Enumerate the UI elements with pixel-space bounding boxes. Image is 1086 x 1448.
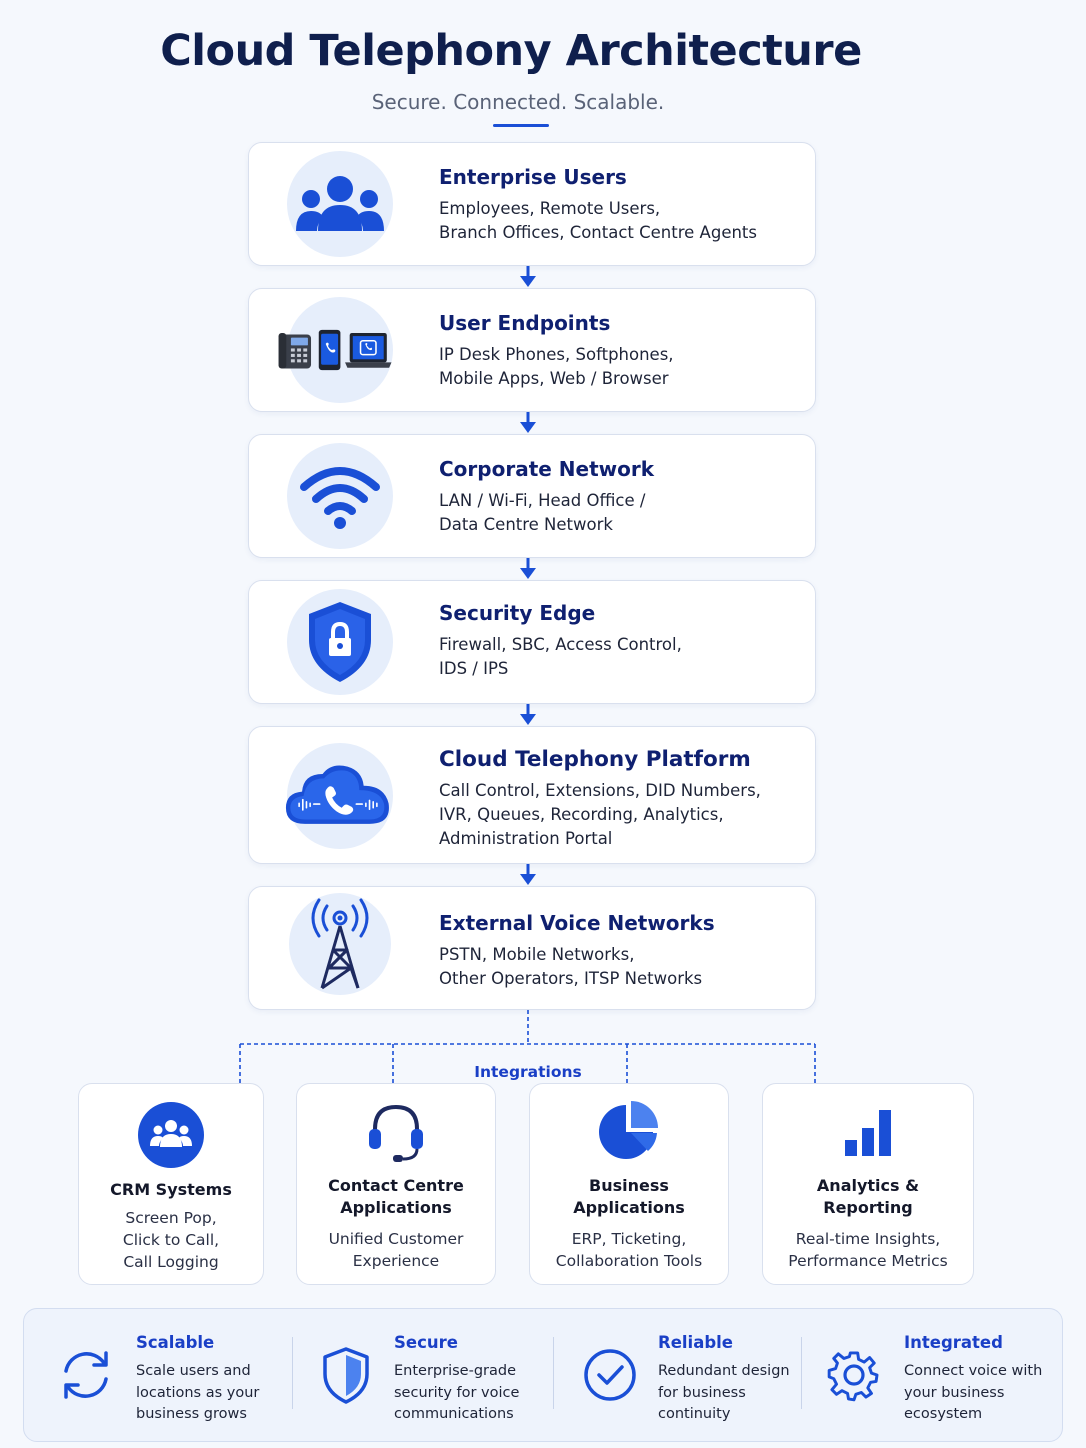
integration-desc-line: Collaboration Tools (555, 1252, 703, 1270)
shield-icon (314, 1343, 378, 1407)
integration-desc-line: ERP, Ticketing, (571, 1230, 687, 1248)
layer-desc-line: IDS / IPS (439, 659, 509, 678)
integration-title-line: Analytics & (816, 1176, 920, 1195)
layer-desc-line: Firewall, SBC, Access Control, (439, 635, 682, 654)
layer-desc-line: LAN / Wi-Fi, Head Office / (439, 491, 646, 510)
layer-cloud-telephony-platform (248, 726, 816, 864)
layer-title: User Endpoints (439, 311, 611, 335)
benefit-title: Scalable (136, 1333, 215, 1352)
integration-card-contact-centre (296, 1083, 496, 1285)
check-circle-icon (578, 1343, 642, 1407)
integration-card-analytics-reporting (762, 1083, 974, 1285)
integration-title-line: Applications (340, 1198, 452, 1217)
benefit-desc-line: Connect voice with (904, 1363, 1043, 1379)
layer-title: External Voice Networks (439, 911, 715, 935)
benefit-title: Integrated (904, 1333, 1003, 1352)
layer-title: Security Edge (439, 601, 596, 625)
benefit-title: Secure (394, 1333, 458, 1352)
layer-desc (439, 943, 799, 991)
benefit-desc-line: Enterprise-grade (394, 1363, 516, 1379)
integration-desc (305, 1228, 487, 1272)
benefit-separator (292, 1337, 293, 1409)
integration-desc-line: Performance Metrics (788, 1252, 948, 1270)
benefit-desc (136, 1361, 276, 1426)
arrow-down-icon (519, 266, 537, 288)
layer-enterprise-users (248, 142, 816, 266)
benefit-desc-line: ecosystem (904, 1406, 983, 1422)
benefit-desc-line: business grows (136, 1406, 247, 1422)
integration-desc-line: Call Logging (123, 1253, 219, 1271)
integration-title-line: Contact Centre (328, 1176, 464, 1195)
integration-desc-line: Click to Call, (122, 1231, 220, 1249)
shield-lock-icon (287, 589, 393, 695)
layer-desc (439, 779, 809, 851)
layer-corporate-network (248, 434, 816, 558)
cloud-phone-icon (287, 743, 393, 849)
title-underline (493, 124, 549, 127)
layer-user-endpoints (248, 288, 816, 412)
benefit-title: Reliable (658, 1333, 733, 1352)
tower-icon (289, 893, 391, 995)
layer-desc-line: Other Operators, ITSP Networks (439, 969, 703, 988)
wifi-icon (287, 443, 393, 549)
layer-desc-line: IVR, Queues, Recording, Analytics, (439, 805, 724, 824)
layer-desc-line: IP Desk Phones, Softphones, (439, 345, 674, 364)
integration-title-line: Business (589, 1176, 669, 1195)
benefit-desc-line: security for voice (394, 1384, 520, 1401)
layer-desc (439, 489, 799, 537)
benefit-secure (294, 1309, 554, 1439)
integration-title-line: Applications (573, 1198, 685, 1217)
integration-desc-line: Experience (352, 1252, 440, 1270)
benefits-bar (23, 1308, 1063, 1442)
layer-desc (439, 343, 799, 391)
layer-title: Enterprise Users (439, 165, 627, 189)
integration-desc-line: Unified Customer (328, 1230, 464, 1248)
benefit-desc-line: for business (658, 1384, 746, 1401)
page-title: Cloud Telephony Architecture (160, 26, 862, 76)
layer-desc-line: Mobile Apps, Web / Browser (439, 369, 669, 388)
arrow-down-icon (519, 864, 537, 886)
benefit-scalable (24, 1309, 294, 1439)
benefit-integrated (802, 1309, 1060, 1439)
integration-title-line: CRM Systems (110, 1180, 232, 1199)
layer-desc (439, 633, 799, 681)
arrow-down-icon (519, 412, 537, 434)
arrow-down-icon (519, 558, 537, 580)
users-icon (287, 151, 393, 257)
layer-desc-line: Data Centre Network (439, 515, 613, 534)
headset-icon (297, 1099, 495, 1165)
devices-icon (287, 297, 393, 403)
page-subtitle: Secure. Connected. Scalable. (371, 90, 665, 114)
benefit-desc-line: Redundant design (658, 1363, 790, 1379)
layer-external-voice-networks (248, 886, 816, 1010)
integration-card-crm (78, 1083, 264, 1285)
integration-card-business-applications (529, 1083, 729, 1285)
layer-title: Corporate Network (439, 457, 655, 481)
bar-chart-icon (763, 1106, 973, 1160)
layer-desc-line: Administration Portal (439, 829, 613, 848)
layer-desc (439, 197, 799, 245)
benefit-desc (394, 1361, 534, 1426)
benefit-desc-line: locations as your (136, 1384, 260, 1401)
benefit-desc (904, 1361, 1054, 1426)
layer-desc-line: Branch Offices, Contact Centre Agents (439, 223, 757, 242)
benefit-desc-line: continuity (658, 1406, 731, 1422)
pie-chart-icon (530, 1099, 728, 1165)
layer-desc-line: Call Control, Extensions, DID Numbers, (439, 781, 761, 800)
layer-desc-line: PSTN, Mobile Networks, (439, 945, 635, 964)
crm-users-icon (79, 1101, 263, 1169)
gear-icon (822, 1343, 886, 1407)
layer-title: Cloud Telephony Platform (439, 747, 751, 772)
integration-title (771, 1175, 965, 1219)
benefit-desc-line: your business (904, 1384, 1005, 1401)
benefit-reliable (554, 1309, 802, 1439)
layer-security-edge (248, 580, 816, 704)
integration-desc (771, 1228, 965, 1272)
refresh-icon (54, 1343, 118, 1407)
integration-desc (538, 1228, 720, 1272)
benefit-desc (658, 1361, 798, 1426)
integration-title (538, 1175, 720, 1219)
integration-desc-line: Screen Pop, (125, 1209, 217, 1227)
integration-title (305, 1175, 487, 1219)
integration-title (87, 1179, 255, 1201)
benefit-desc-line: Scale users and (136, 1363, 251, 1379)
integration-title-line: Reporting (823, 1198, 913, 1217)
integration-desc-line: Real-time Insights, (795, 1230, 941, 1248)
integrations-label: Integrations (474, 1063, 582, 1081)
benefit-desc-line: communications (394, 1406, 514, 1422)
layer-desc-line: Employees, Remote Users, (439, 199, 661, 218)
arrow-down-icon (519, 704, 537, 726)
integration-desc (87, 1207, 255, 1273)
